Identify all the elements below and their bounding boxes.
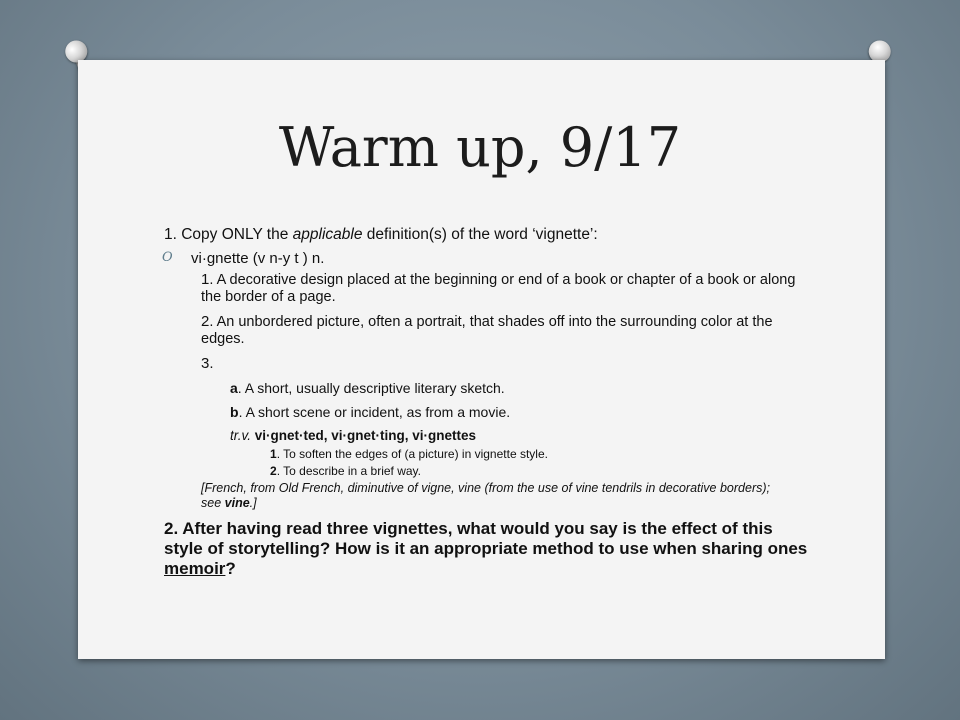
memoir-term: memoir: [164, 559, 226, 578]
definition-2: 2. An unbordered picture, often a portrait, that shades off into the surrounding color at the edges.: [201, 313, 773, 347]
verb-definition-1: 1. To soften the edges of (a picture) in vignette style.: [270, 447, 548, 461]
verb-forms: tr.v. vi·gnet·ted, vi·gnet·ting, vi·gnettes: [230, 428, 476, 443]
verb-definition-2: 2. To describe in a brief way.: [270, 464, 421, 478]
etymology: [French, from Old French, diminutive of vigne, vine (from the use of vine tendrils in decorative borders); see vine.]: [201, 481, 770, 510]
definition-3a: a. A short, usually descriptive literary sketch.: [230, 380, 505, 396]
definition-3b: b. A short scene or incident, as from a movie.: [230, 404, 511, 420]
slide-content: [162, 226, 808, 579]
question-1: 1. Copy ONLY the applicable definition(s) of the word ‘vignette’:: [164, 226, 598, 243]
slide-title: Warm up, 9/17: [278, 116, 682, 179]
definition-3: 3.: [201, 355, 214, 372]
dictionary-headword: O vi·gnette (v n-y t ) n.: [162, 250, 325, 267]
bullet-icon: O: [162, 250, 173, 265]
question-2: 2. After having read three vignettes, what would you say is the effect of this style of storytelling? How is it an appropriate method to use when sharing ones memoir?: [164, 519, 808, 578]
definition-1: 1. A decorative design placed at the beginning or end of a book or chapter of a book or along the border of a page.: [201, 271, 796, 305]
